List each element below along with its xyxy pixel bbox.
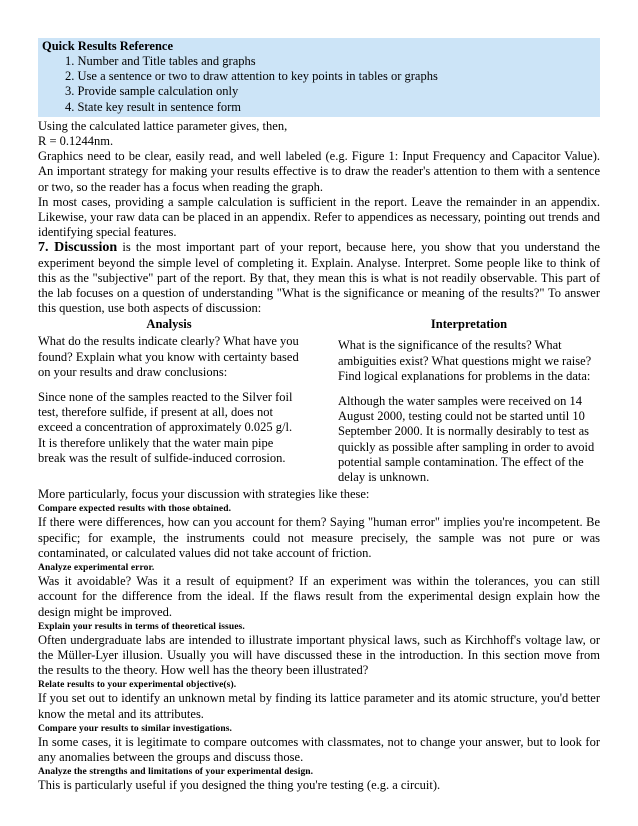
interpretation-column — [338, 317, 600, 485]
quick-results-item: 2. Use a sentence or two to draw attention to key points in tables or graphs — [65, 69, 438, 84]
quick-results-list — [42, 54, 596, 115]
quick-results-item: 4. State key result in sentence form — [65, 99, 241, 114]
quick-results-reference-box — [38, 38, 600, 117]
quick-results-item: 3. Provide sample calculation only — [65, 84, 239, 99]
analysis-questions: What do the results indicate clearly? What have you found? Explain what you know with certainty based on your results and draw conclusions: — [38, 334, 299, 379]
discussion-paragraph — [38, 240, 600, 316]
strategy-body: This is particularly useful if you designed the thing you're testing (e.g. a circuit). — [38, 778, 441, 793]
quick-results-title: Quick Results Reference — [42, 39, 173, 53]
strategy-body: If you set out to identify an unknown metal by finding its lattice parameter and its atomic structure, you'd better know the metal and its attributes. — [38, 691, 600, 721]
interpretation-heading: Interpretation — [430, 317, 508, 332]
strategy-heading: Compare expected results with those obtained. — [38, 504, 232, 515]
intro-paragraph: Using the calculated lattice parameter gives, then, — [38, 118, 288, 133]
strategy-body: If there were differences, how can you account for them? Saying "human error" implies you're incompetent. Be specific; for example, the instruments could not measure precisely, the sample was not pure or was contaminated, or calculated values did not take account of friction. — [38, 515, 600, 560]
strategy-body: In some cases, it is legitimate to compare outcomes with classmates, not to change your answer, but to look for any anomalies between the groups and discuss those. — [38, 734, 600, 764]
strategy-heading: Analyze experimental error. — [38, 563, 155, 574]
strategy-heading: Analyze the strengths and limitations of your experimental design. — [38, 767, 314, 778]
strategy-body: Was it avoidable? Was it a result of equipment? If an experiment was within the tolerances, you can still account for the difference from the ideal. If the flaws result from the experimental design explain how the design might be improved. — [38, 574, 600, 619]
intro-paragraph: Graphics need to be clear, easily read, and well labeled (e.g. Figure 1: Input Frequency and Capacitor Value). An important strategy for making your results effective is to draw the reader's attention to them with a sentence or two, so the reader has a focus when reading the graph. — [38, 149, 600, 194]
strategies-lead: More particularly, focus your discussion with strategies like these: — [38, 487, 370, 502]
document-page — [38, 38, 600, 793]
analysis-heading: Analysis — [146, 317, 192, 332]
analysis-example: Since none of the samples reacted to the Silver foil test, therefore sulfide, if present at all, does not exceed a concentration of approximately 0.025 g/l. It is therefore unlikely that the water main pipe break was the result of sulfide-induced corrosion. — [38, 390, 293, 465]
discussion-heading: 7. Discussion — [38, 240, 118, 256]
discussion-text: is the most important part of your report, because here, you show that you understand the experiment beyond the simple level of completing it. Explain. Analyse. Interpret. Some people like to think of this as the "subjective" part of the report. By that, they mean this is what is not readily observable. This part of the lab focuses on a question of understanding "What is the significance or meaning of the results?" To answer this question, use both aspects of discussion: — [38, 240, 600, 316]
strategy-heading: Explain your results in terms of theoretical issues. — [38, 621, 245, 632]
analysis-column — [38, 317, 300, 485]
interpretation-example: Although the water samples were received on 14 August 2000, testing could not be started until 10 September 2000. It is normally desirably to test as quickly as possible after sampling in order to avoid potential sample contamination. The effect of the delay is unknown. — [338, 394, 595, 485]
discussion-columns — [38, 317, 600, 485]
quick-results-item: 1. Number and Title tables and graphs — [65, 54, 256, 68]
interpretation-questions: What is the significance of the results? What ambiguities exist? What questions might we raise? Find logical explanations for problems in the data: — [338, 338, 592, 383]
strategy-heading: Relate results to your experimental objective(s). — [38, 680, 237, 691]
strategy-heading: Compare your results to similar investigations. — [38, 723, 232, 734]
intro-paragraph: R = 0.1244nm. — [38, 134, 114, 149]
strategy-body: Often undergraduate labs are intended to illustrate important physical laws, such as Kirchhoff's voltage law, or the Müller-Lyer illusion. Usually you will have discussed these in the introduction. In this section move from the results to the theory. How well has the theory been illustrated? — [38, 632, 600, 678]
intro-paragraph: In most cases, providing a sample calculation is sufficient in the report. Leave the remainder in an appendix. Likewise, your raw data can be placed in an appendix. Refer to appendices as necessary, pointing out trends and identifying special features. — [38, 194, 600, 240]
